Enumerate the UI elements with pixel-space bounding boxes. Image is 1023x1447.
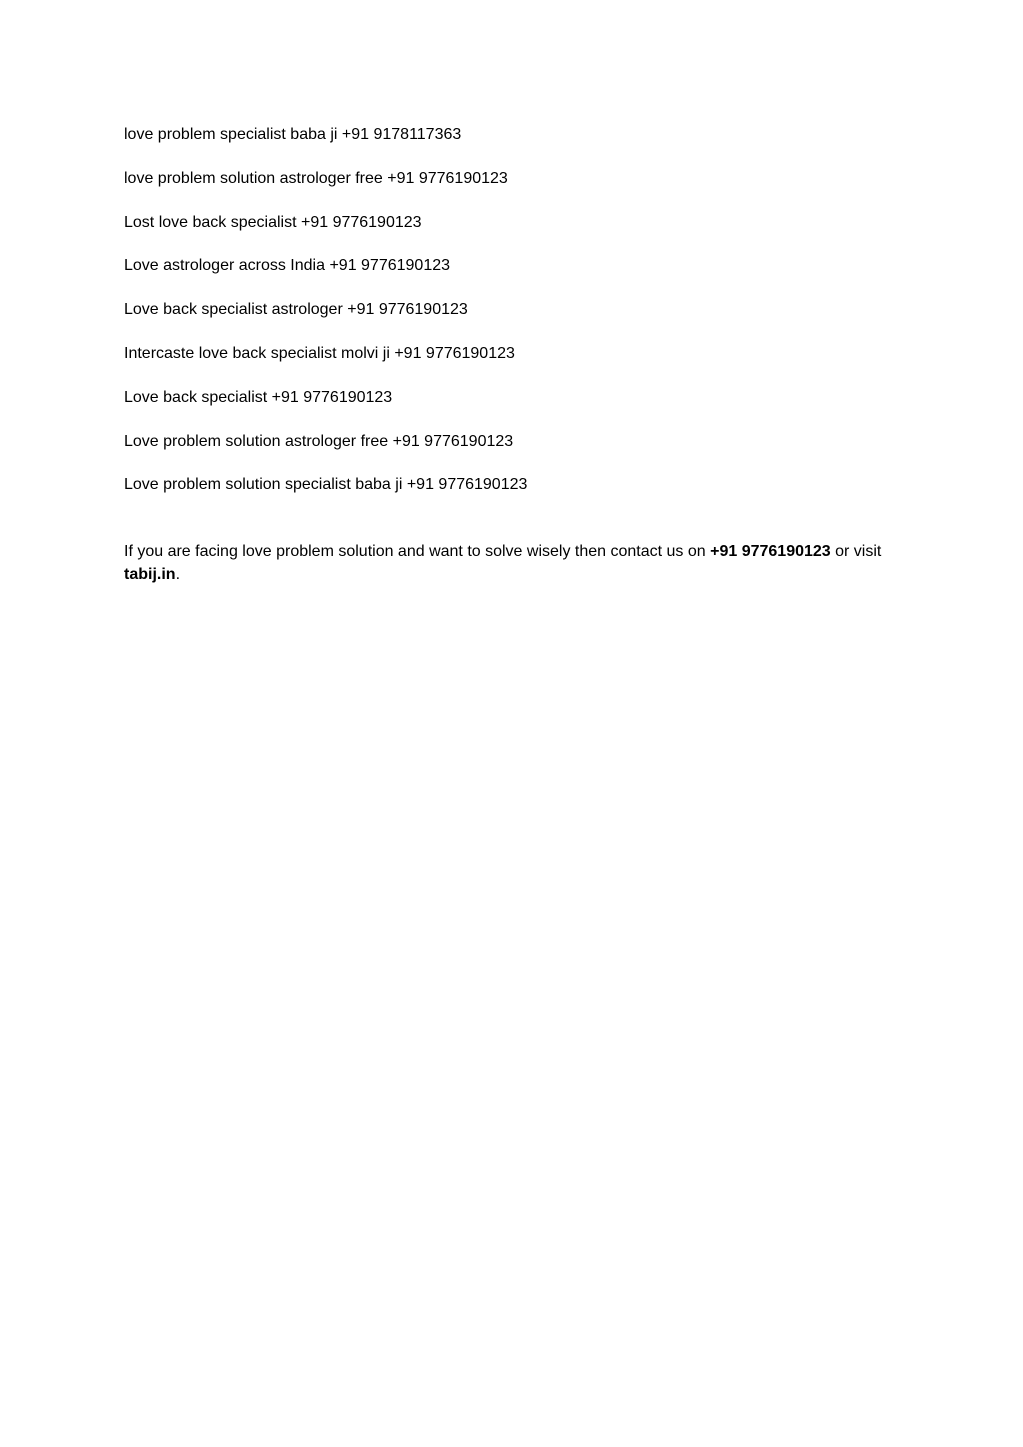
keyword-line: love problem solution astrologer free +91 9776190123 [124, 169, 508, 187]
keyword-line: Love problem solution astrologer free +91 9776190123 [124, 432, 514, 450]
keyword-line: Love problem solution specialist baba ji +91 9776190123 [124, 476, 528, 494]
closing-paragraph [124, 540, 914, 586]
keyword-line: Love back specialist +91 9776190123 [124, 388, 393, 406]
keyword-list [124, 124, 924, 518]
contact-phone: +91 9776190123 [710, 543, 831, 560]
closing-text-middle: or visit [830, 543, 882, 560]
keyword-line: Lost love back specialist +91 9776190123 [124, 213, 422, 231]
closing-text-after: . [175, 566, 181, 583]
closing-text-before: If you are facing love problem solution and want to solve wisely then contact us on [124, 543, 711, 560]
website-name: tabij.in [124, 566, 176, 583]
keyword-line: Love back specialist astrologer +91 9776190123 [124, 301, 468, 319]
keyword-line: love problem specialist baba ji +91 9178117363 [124, 126, 462, 143]
keyword-line: Intercaste love back specialist molvi ji +91 9776190123 [124, 344, 515, 362]
keyword-line: Love astrologer across India +91 9776190123 [124, 257, 451, 275]
